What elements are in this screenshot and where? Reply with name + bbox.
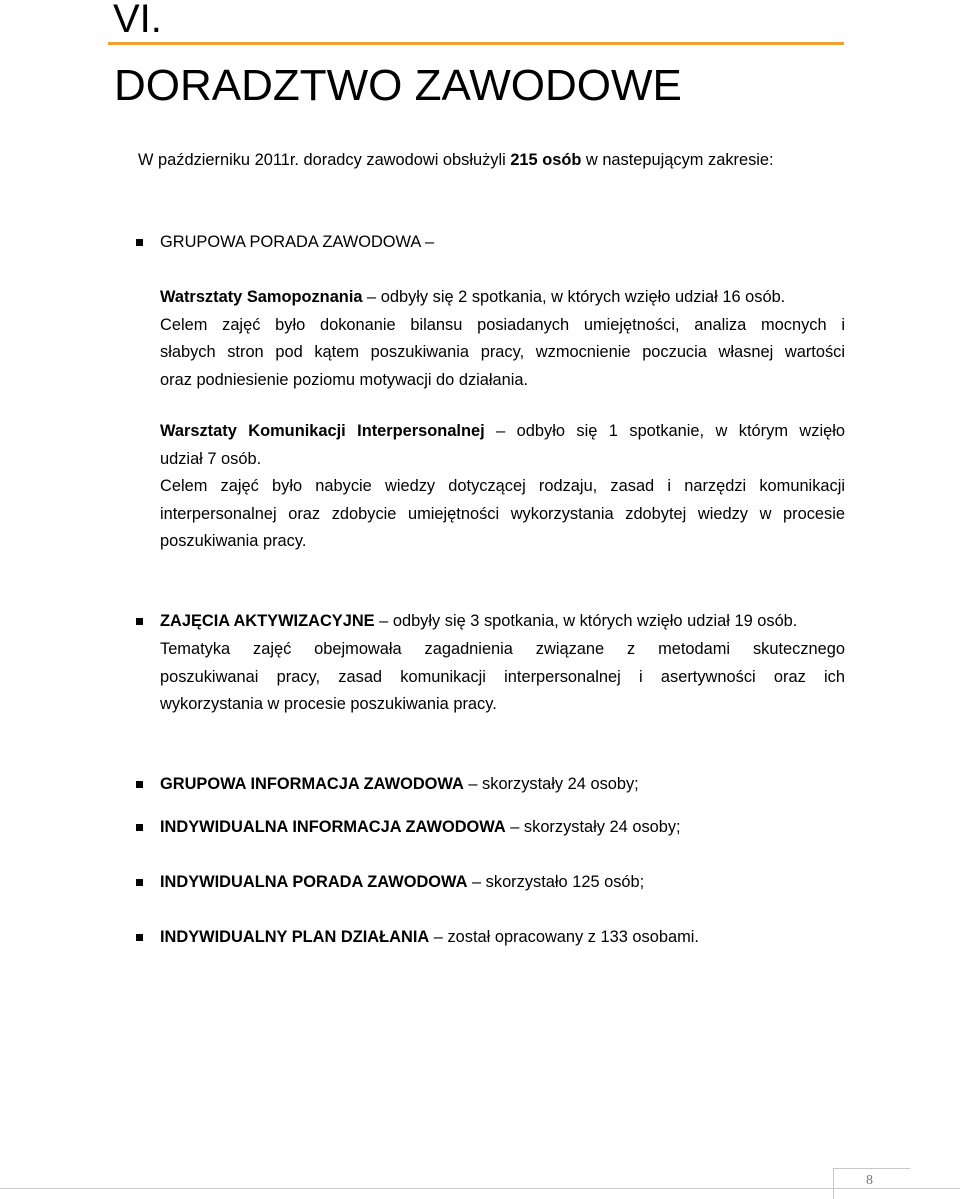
workshop2-line: poszukiwania pracy. <box>160 532 307 550</box>
activation-title: ZAJĘCIA AKTYWIZACYJNE <box>160 612 375 630</box>
footer-rule <box>0 1188 960 1189</box>
service-text: – został opracowany z 133 osobami. <box>429 928 699 946</box>
service-title: INDYWIDUALNA PORADA ZAWODOWA <box>160 873 468 891</box>
bullet-square-icon <box>136 239 143 246</box>
bullet-square-icon <box>136 879 143 886</box>
workshop1-line: słabych stron pod kątem poszukiwania pracy, wzmocnienie poczucia własnej wartości <box>160 343 845 361</box>
intro-count: 215 osób <box>510 151 582 169</box>
chapter-number: VI. <box>113 0 162 41</box>
service-title: GRUPOWA INFORMACJA ZAWODOWA <box>160 775 464 793</box>
service-line <box>160 771 639 799</box>
workshop2-line: interpersonalnej oraz zdobycie umiejętności wykorzystania zdobytej wiedzy w procesie <box>160 504 845 523</box>
workshop1-line: Celem zajęć było dokonanie bilansu posiadanych umiejętności, analiza mocnych i <box>160 315 845 334</box>
bullet-square-icon <box>136 781 143 788</box>
workshop1-line: oraz podniesienie poziomu motywacji do działania. <box>160 370 529 389</box>
workshop2-paragraph <box>160 418 845 556</box>
activation-line: Tematyka zajęć obejmowała zagadnienia związane z metodami skutecznego <box>160 640 845 658</box>
intro-suffix: w nastepującym zakresie: <box>581 151 774 169</box>
intro-paragraph <box>138 147 774 175</box>
service-title: INDYWIDUALNY PLAN DZIAŁANIA <box>160 928 430 946</box>
activation-summary-line <box>160 608 797 636</box>
workshop2-title: Warsztaty Komunikacji Interpersonalnej <box>160 422 485 440</box>
group-advice-heading: GRUPOWA PORADA ZAWODOWA – <box>160 233 435 251</box>
bullet-square-icon <box>136 934 143 941</box>
activation-paragraph <box>160 636 845 719</box>
bullet-square-icon <box>136 824 143 831</box>
service-title: INDYWIDUALNA INFORMACJA ZAWODOWA <box>160 818 506 836</box>
intro-prefix: W październiku 2011r. doradcy zawodowi obsłużyli <box>138 151 511 169</box>
activation-summary: – odbyły się 3 spotkania, w których wzięło udział 19 osób. <box>374 612 798 630</box>
workshop1-paragraph <box>160 284 845 394</box>
workshop1-title: Watrsztaty Samopoznania <box>160 288 363 306</box>
chapter-title: DORADZTWO ZAWODOWE <box>114 61 682 110</box>
service-text: – skorzystało 125 osób; <box>467 873 645 891</box>
service-line <box>160 869 644 897</box>
workshop2-line: Celem zajęć było nabycie wiedzy dotyczącej rodzaju, zasad i narzędzi komunikacji <box>160 477 845 495</box>
workshop1-summary: – odbyły się 2 spotkania, w których wzięło udział 16 osób. <box>362 288 786 306</box>
workshop2-summary-line: udział 7 osób. <box>160 449 262 468</box>
workshop2-summary: – odbyło się 1 spotkanie, w którym wzięło <box>484 422 845 440</box>
service-line <box>160 924 699 952</box>
service-text: – skorzystały 24 osoby; <box>505 818 681 836</box>
service-text: – skorzystały 24 osoby; <box>463 775 639 793</box>
bullet-square-icon <box>136 618 143 625</box>
activation-line: wykorzystania w procesie poszukiwania pracy. <box>160 695 497 713</box>
workshop2-summary-line <box>160 418 845 446</box>
workshop1-summary-line <box>160 284 845 312</box>
activation-line: poszukiwanai pracy, zasad komunikacji interpersonalnej i asertywności oraz ich <box>160 667 845 686</box>
page-number: 8 <box>866 1173 873 1188</box>
service-line <box>160 814 681 842</box>
chapter-rule <box>108 42 844 45</box>
